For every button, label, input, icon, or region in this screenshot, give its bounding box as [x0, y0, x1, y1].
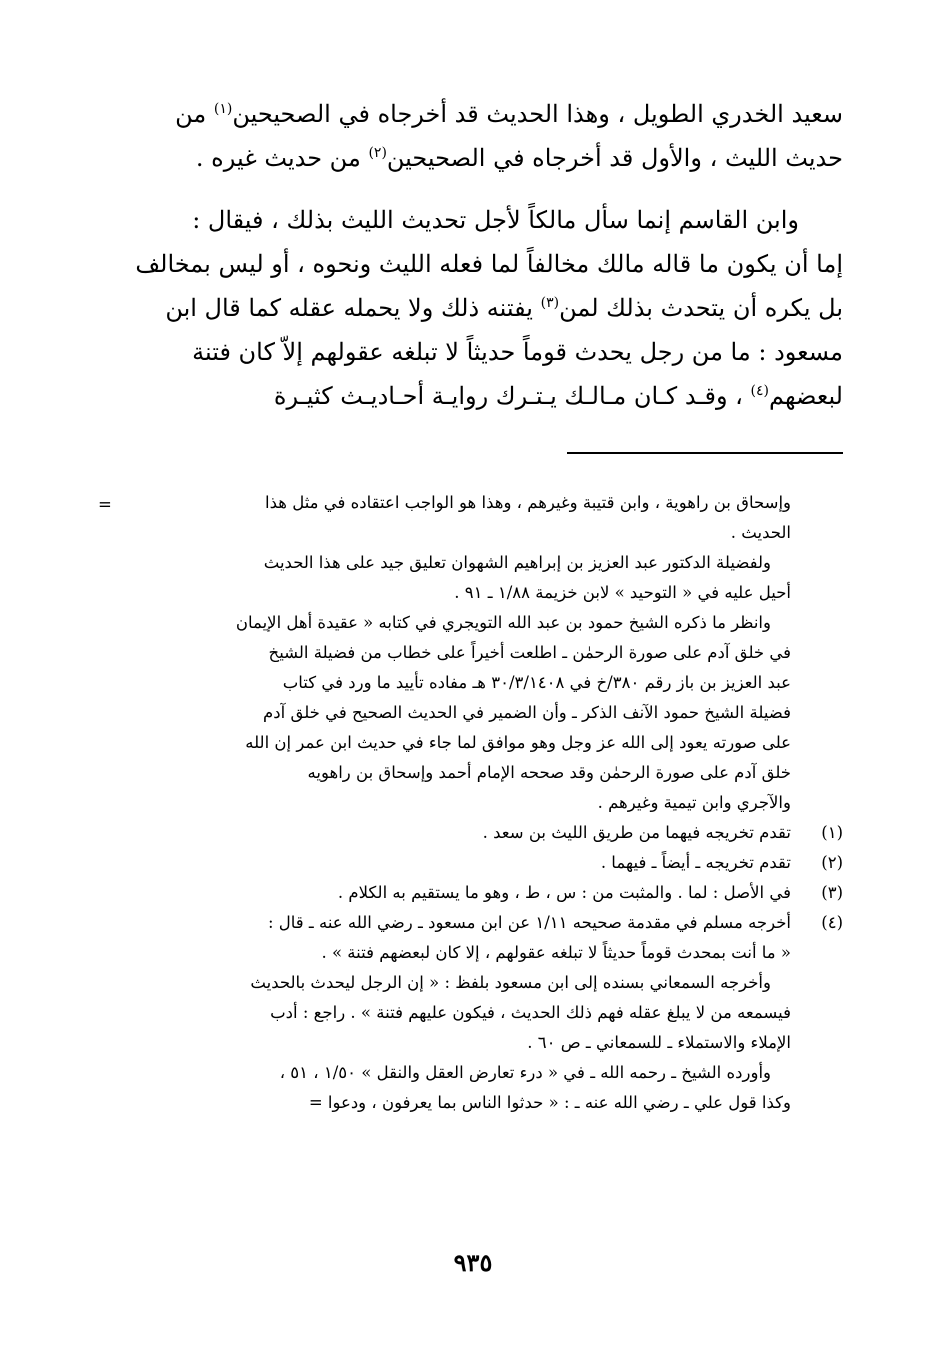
main-line	[103, 374, 843, 418]
footnote-text: فضيلة الشيخ حمود الآنف الذكر ـ وأن الضمير في الحديث الصحيح في خلق آدم	[263, 703, 791, 722]
footnote-separator	[567, 452, 843, 454]
footnote-text: خلق آدم على صورة الرحمٰن وقد صححه الإمام أحمد وإسحاق بن راهويه	[307, 763, 791, 782]
footnote-line	[98, 1088, 843, 1118]
footnote-text: وأخرجه السمعاني بسنده إلى ابن مسعود بلفظ : « إن الرجل ليحدث بالحديث	[250, 973, 771, 992]
footnote-text: وإسحاق بن راهوية ، وابن قتيبة وغيرهم ، وهذا هو الواجب اعتقاده في مثل هذا	[265, 493, 791, 512]
footnote-text: الحديث .	[730, 523, 791, 542]
text-run: ، وقـد كـان مـالـك يـتـرك روايـة أحـاديـث كثيـرة	[273, 382, 751, 410]
text-run: بل يكره أن يتحدث بذلك لمن	[559, 294, 843, 322]
footnote-text: والآجري وابن تيمية وغيرهم .	[597, 793, 791, 812]
footnote-text: على صورته يعود إلى الله عز وجل وهو موافق لما جاء في حديث ابن عمر إن الله	[245, 733, 791, 752]
text-run: سعيد الخدري الطويل ، وهذا الحديث قد أخرجاه في الصحيحين	[232, 100, 843, 128]
footnote-line	[98, 788, 843, 818]
footnote-line	[98, 578, 843, 608]
main-line: إما أن يكون ما قاله مالك مخالفاً لما فعله الليث ونحوه ، أو ليس بمخالف	[135, 250, 843, 278]
footnote-text: فيسمعه من لا يبلغ عقله فهم ذلك الحديث ، فيكون عليهم فتنة » . راجع : أدب	[270, 1003, 791, 1022]
footnote-text: ولفضيلة الدكتور عبد العزيز بن إبراهيم الشهوان تعليق جيد على هذا الحديث	[263, 553, 771, 572]
footnote-ref[interactable]: (٣)	[540, 295, 560, 311]
text-run: حديث الليث ، والأول قد أخرجاه في الصحيحين	[386, 144, 843, 172]
main-line: مسعود : ما من رجل يحدث قوماً حديثاً لا تبلغه عقولهم إلاّ كان فتنة	[192, 338, 843, 366]
footnote-ref[interactable]: (٢)	[368, 145, 387, 161]
footnote-text: عبد العزيز بن باز رقم ٣٨٠/خ في ٣٠/٣/١٤٠٨ هـ مفاده تأييد ما ورد في كتاب	[282, 673, 791, 692]
footnote-line	[98, 638, 843, 668]
footnote-text: أخرجه مسلم في مقدمة صحيحه ١/١١ عن ابن مسعود ـ رضي الله عنه ـ قال :	[267, 913, 791, 932]
text-run: من حديث غيره .	[195, 144, 369, 172]
footnote-line	[98, 968, 843, 998]
text-run: من	[175, 100, 214, 128]
footnote-1	[98, 818, 843, 848]
footnote-line	[98, 938, 843, 968]
main-line	[103, 136, 843, 180]
footnote-line	[98, 998, 843, 1028]
footnote-number: (١)	[821, 823, 843, 842]
footnote-text: وانظر ما ذكره الشيخ حمود بن عبد الله التويجري في كتابه « عقيدة أهل الإيمان	[235, 613, 771, 632]
main-line: وابن القاسم إنما سأل مالكاً لأجل تحديث الليث بذلك ، فيقال :	[192, 206, 799, 234]
footnote-text: « ما أنت بمحدث قوماً حديثاً لا تبلغه عقولهم ، إلا كان لبعضهم فتنة » .	[321, 943, 791, 962]
footnote-text: في الأصل : لما . والمثبت من : س ، ط ، وهو ما يستقيم به الكلام .	[337, 883, 791, 902]
footnote-text: أحيل عليه في « التوحيد » لابن خزيمة ١/٨٨ ـ ٩١ .	[454, 583, 791, 602]
footnote-ref[interactable]: (٤)	[750, 383, 770, 399]
footnote-line	[98, 1028, 843, 1058]
footnote-number: (٢)	[821, 853, 843, 872]
footnote-line	[98, 608, 843, 638]
footnote-number: (٤)	[821, 913, 843, 932]
footnote-text: في خلق آدم على صورة الرحمٰن ـ اطلعت أخيراً على خطاب من فضيلة الشيخ	[268, 643, 791, 662]
footnotes	[98, 488, 843, 1118]
footnote-line	[98, 668, 843, 698]
text-run: يفتنه ذلك ولا يحمله عقله كما قال ابن	[165, 294, 541, 322]
text-run: لبعضهم	[769, 382, 843, 410]
footnote-text: الإملاء والاستملاء ـ للسمعاني ـ ص ٦٠ .	[527, 1033, 791, 1052]
footnote-2	[98, 848, 843, 878]
footnote-line	[98, 1058, 843, 1088]
footnote-4	[98, 908, 843, 938]
footnote-text: تقدم تخريجه فيهما من طريق الليث بن سعد .	[482, 823, 791, 842]
footnote-3	[98, 878, 843, 908]
main-line	[103, 286, 843, 330]
footnote-number: (٣)	[821, 883, 843, 902]
footnote-line	[98, 698, 843, 728]
main-text	[103, 92, 843, 418]
footnote-text: وكذا قول علي ـ رضي الله عنه ـ : « حدثوا الناس بما يعرفون ، ودعوا =	[308, 1093, 791, 1112]
page-number: ٩٣٥	[453, 1248, 493, 1277]
main-line	[103, 92, 843, 136]
continuation-mark: =	[98, 495, 112, 514]
footnote-line	[98, 518, 843, 548]
footnote-line	[98, 758, 843, 788]
footnote-text: تقدم تخريجه ـ أيضاً ـ فيهما .	[600, 853, 791, 872]
footnote-text: وأورده الشيخ ـ رحمه الله ـ في « درء تعارض العقل والنقل » ١/٥٠ ، ٥١ ،	[279, 1063, 771, 1082]
footnote-line	[98, 548, 843, 578]
footnote-ref[interactable]: (١)	[213, 101, 233, 117]
footnote-line	[98, 488, 843, 518]
footnote-line	[98, 728, 843, 758]
